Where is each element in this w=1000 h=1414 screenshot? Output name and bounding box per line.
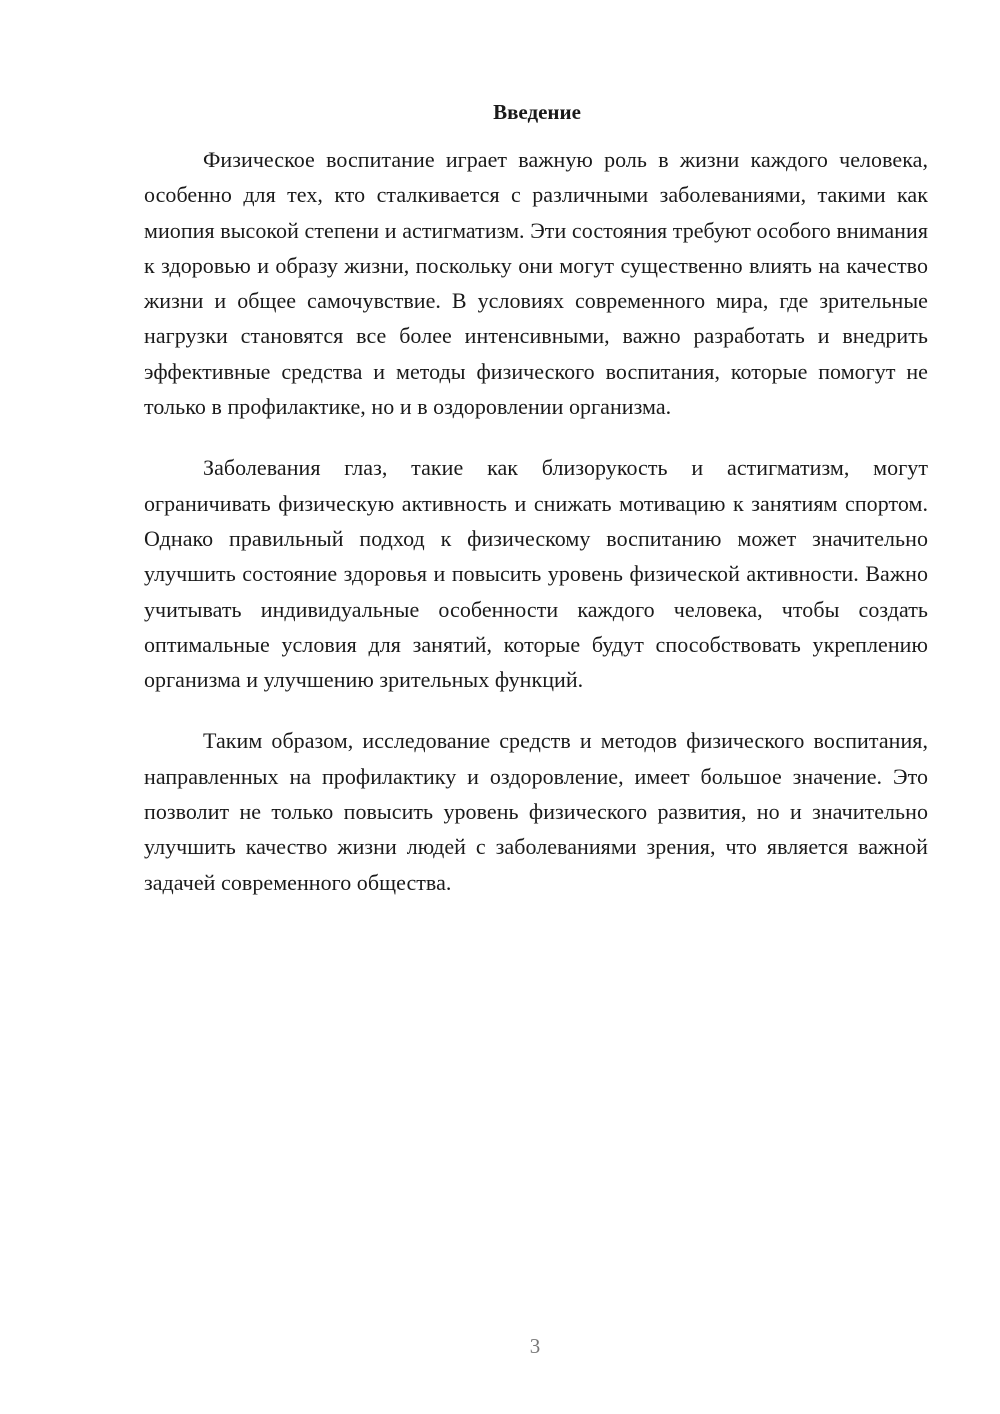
section-title: Введение <box>493 100 581 124</box>
page-number: 3 <box>529 1334 541 1358</box>
paragraph-3: Таким образом, исследование средств и методов физического воспитания, направленных на профилактику и оздоровление, имеет большое значение. Это позволит не только повысить уровень физического развития, но и значительно улучшить качество жизни людей с заболеваниями зрения, что является важной задачей современного общества. <box>144 728 928 895</box>
page-content <box>144 94 928 900</box>
paragraph-2: Заболевания глаз, такие как близорукость и астигматизм, могут ограничивать физическую активность и снижать мотивацию к занятиям спортом. Однако правильный подход к физическому воспитанию может значительно улучшить состояние здоровья и повысить уровень физической активности. Важно учитывать индивидуальные особенности каждого человека, чтобы создать оптимальные условия для занятий, которые будут способствовать укреплению организма и улучшению зрительных функций. <box>144 455 928 693</box>
paragraph-1: Физическое воспитание играет важную роль в жизни каждого человека, особенно для тех, кто сталкивается с различными заболеваниями, такими как миопия высокой степени и астигматизм. Эти состояния требуют особого внимания к здоровью и образу жизни, поскольку они могут существенно влиять на качество жизни и общее самочувствие. В условиях современного мира, где зрительные нагрузки становятся все более интенсивными, важно разработать и внедрить эффективные средства и методы физического воспитания, которые помогут не только в профилактике, но и в оздоровлении организма. <box>144 147 928 420</box>
